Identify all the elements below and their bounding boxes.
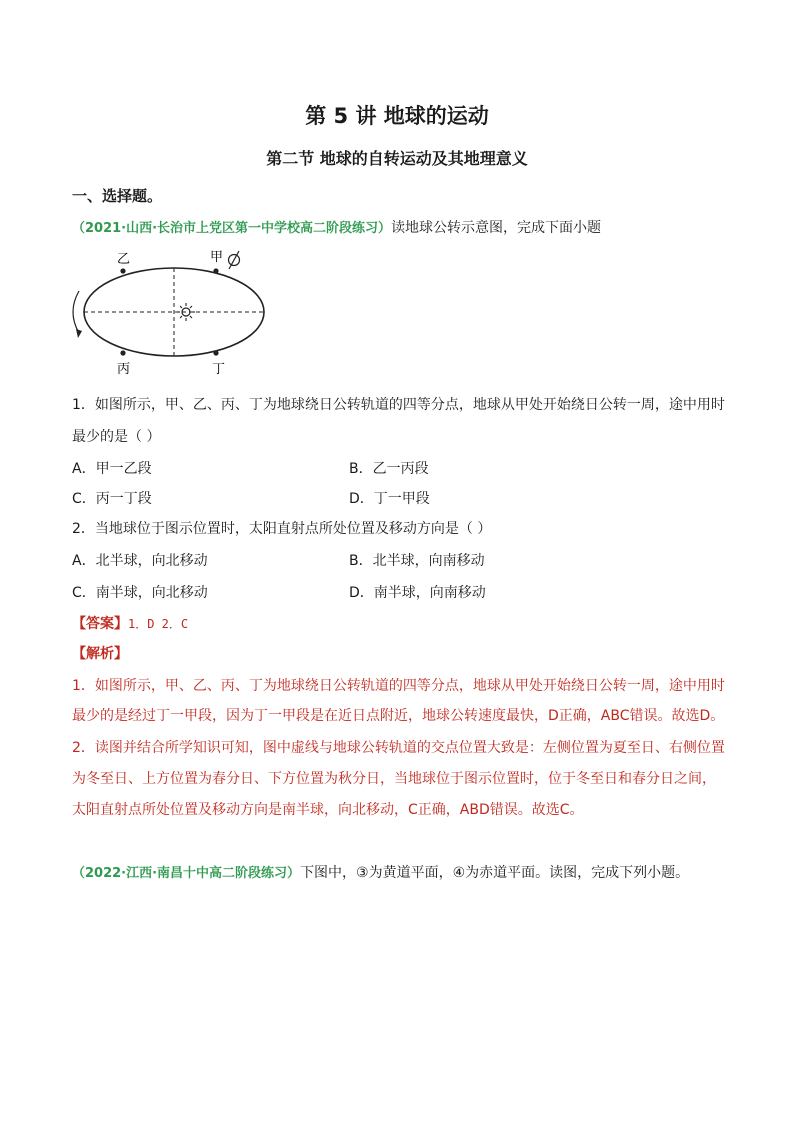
analysis-line: 为冬至日、上方位置为春分日、下方位置为秋分日，当地球位于图示位置时，位于冬至日和春分日之间，	[72, 771, 716, 787]
question-1-option-b[interactable]: B．乙一丙段	[349, 461, 429, 477]
answer-block	[72, 613, 188, 633]
question-2-stem: 2．当地球位于图示位置时，太阳直射点所处位置及移动方向是（ ）	[72, 521, 492, 537]
earth-icon	[229, 251, 240, 269]
answer-label: 【答案】	[72, 616, 128, 632]
label-yi: 乙	[117, 252, 131, 267]
rotation-arrow	[73, 291, 79, 333]
question-2-option-a[interactable]: A．北半球，向北移动	[72, 553, 208, 569]
section-subtitle: 第二节 地球的自转运动及其地理意义	[266, 149, 528, 168]
label-jia: 甲	[210, 250, 224, 265]
orbit-point-yi	[120, 268, 125, 273]
section-heading: 一、选择题。	[72, 187, 163, 205]
question-group-1-header	[72, 217, 601, 237]
label-bing: 丙	[117, 362, 131, 377]
question-1-stem-line1: 1．如图所示，甲、乙、丙、丁为地球绕日公转轨道的四等分点，地球从甲处开始绕日公转一周，途中用时	[72, 397, 725, 413]
analysis-label: 【解析】	[72, 646, 128, 662]
question-2-option-d[interactable]: D．南半球，向南移动	[349, 585, 486, 601]
question-1-option-d[interactable]: D．丁一甲段	[349, 491, 430, 507]
question-1-stem-line2: 最少的是（ ）	[72, 429, 161, 445]
analysis-line: 2．读图并结合所学知识可知，图中虚线与地球公转轨道的交点位置大致是：左侧位置为夏至日、右侧位置	[72, 740, 725, 756]
label-ding: 丁	[212, 362, 226, 377]
orbit-point-ding	[213, 350, 218, 355]
analysis-line: 最少的是经过丁一甲段，因为丁一甲段是在近日点附近，地球公转速度最快，D正确，ABC错误。故选D。	[72, 708, 725, 724]
question-2-option-b[interactable]: B．北半球，向南移动	[349, 553, 485, 569]
question-intro: 下图中，③为黄道平面，④为赤道平面。读图，完成下列小题。	[300, 865, 690, 881]
question-group-2-header	[72, 862, 689, 882]
analysis-line: 太阳直射点所处位置及移动方向是南半球，向北移动，C正确，ABD错误。故选C。	[72, 802, 584, 818]
rotation-arrow-head	[76, 329, 82, 338]
question-1-option-a[interactable]: A．甲一乙段	[72, 461, 152, 477]
orbit-point-jia	[213, 268, 218, 273]
question-source: （2022·江西·南昌十中高二阶段练习）	[72, 866, 301, 881]
question-source: （2021·山西·长治市上党区第一中学校高二阶段练习）	[72, 221, 392, 236]
page-title: 第 5 讲 地球的运动	[305, 104, 489, 128]
analysis-line: 1．如图所示，甲、乙、丙、丁为地球绕日公转轨道的四等分点，地球从甲处开始绕日公转一周，途中用时	[72, 678, 725, 694]
orbit-point-bing	[120, 350, 125, 355]
orbit-diagram	[66, 245, 276, 380]
question-2-option-c[interactable]: C．南半球，向北移动	[72, 585, 208, 601]
answer-text: 1．D 2．C	[128, 617, 189, 631]
question-1-option-c[interactable]: C．丙一丁段	[72, 491, 152, 507]
question-intro: 读地球公转示意图，完成下面小题	[391, 220, 602, 236]
